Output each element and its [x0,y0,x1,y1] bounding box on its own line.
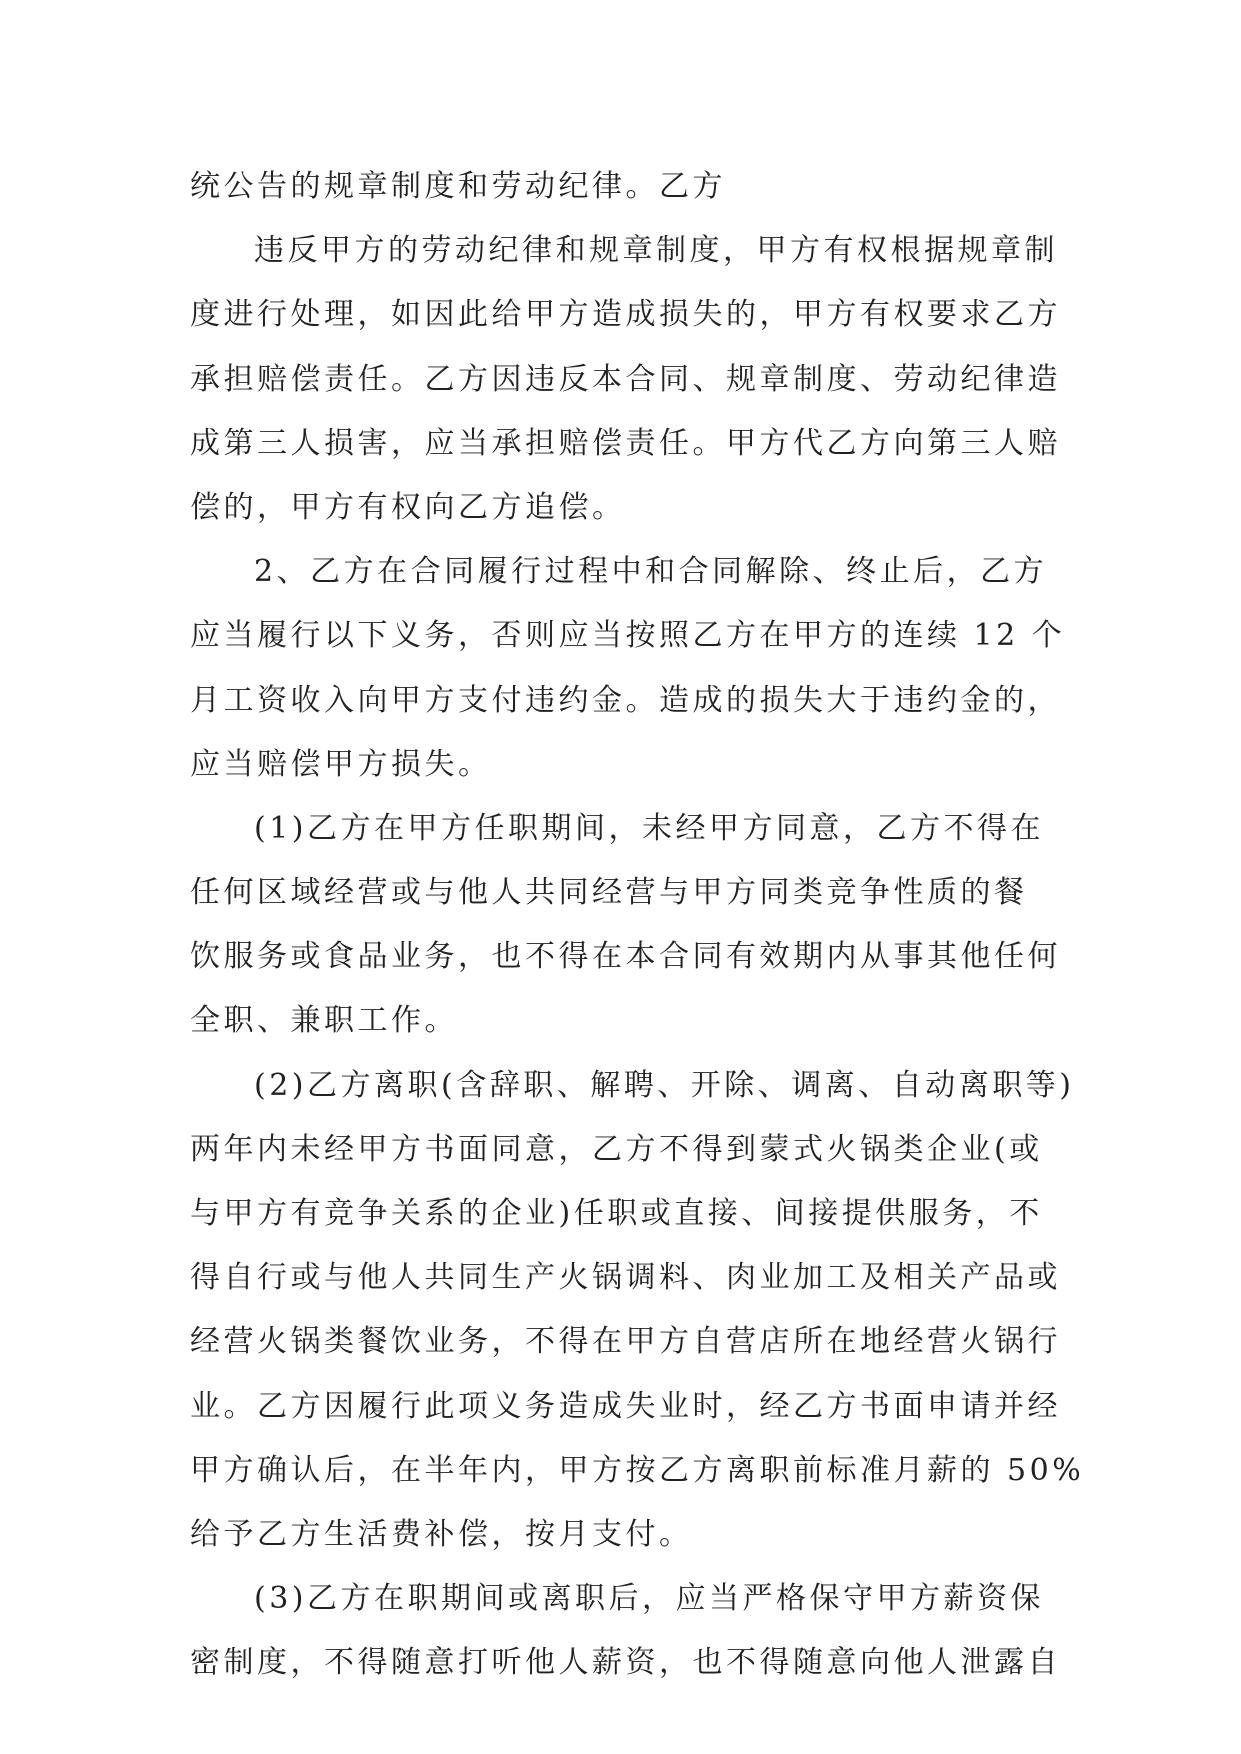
text-line: 承担赔偿责任。乙方因违反本合同、规章制度、劳动纪律造 [190,361,1061,397]
text-line: 与甲方有竞争关系的企业)任职或直接、间接提供服务，不 [190,1196,1043,1231]
paragraph-start-line: (3)乙方在职期间或离职后，应当严格保守甲方薪资保 [254,1581,1044,1617]
paragraph-start-line: (2)乙方离职(含辞职、解聘、开除、调离、自动离职等) [254,1067,1075,1103]
text-line: 偿的，甲方有权向乙方追偿。 [190,489,626,525]
text-line: 全职、兼职工作。 [190,1003,458,1039]
text-line: 饮服务或食品业务，也不得在本合同有效期内从事其他任何 [190,939,1061,975]
text-line: 得自行或与他人共同生产火锅调料、肉业加工及相关产品或 [190,1260,1061,1296]
text-line: 月工资收入向甲方支付违约金。造成的损失大于违约金的， [190,682,1061,718]
text-line: 度进行处理，如因此给甲方造成损失的，甲方有权要求乙方 [190,297,1061,333]
text-line: 应当履行以下义务，否则应当按照乙方在甲方的连续 12 个 [190,618,1066,654]
text-line: 任何区域经营或与他人共同经营与甲方同类竞争性质的餐 [190,875,1028,911]
text-line: 统公告的规章制度和劳动纪律。乙方 [190,169,726,204]
paragraph-start-line: 违反甲方的劳动纪律和规章制度，甲方有权根据规章制 [254,233,1058,269]
paragraph-start-line: (1)乙方在甲方任职期间，未经甲方同意，乙方不得在 [254,810,1044,846]
text-line: 给予乙方生活费补偿，按月支付。 [190,1516,693,1552]
text-line: 密制度，不得随意打听他人薪资，也不得随意向他人泄露自 [190,1645,1061,1681]
text-line: 成第三人损害，应当承担赔偿责任。甲方代乙方向第三人赔 [190,425,1061,461]
text-line: 应当赔偿甲方损失。 [190,746,492,782]
text-line: 业。乙方因履行此项义务造成失业时，经乙方书面申请并经 [190,1388,1061,1424]
text-line: 经营火锅类餐饮业务，不得在甲方自营店所在地经营火锅行 [190,1324,1061,1360]
text-line: 两年内未经甲方书面同意，乙方不得到蒙式火锅类企业(或 [190,1131,1043,1167]
document-page [190,155,1085,1696]
paragraph-start-line: 2、乙方在合同履行过程中和合同解除、终止后，乙方 [254,554,1048,590]
text-line: 甲方确认后，在半年内，甲方按乙方离职前标准月薪的 50% [190,1452,1085,1488]
